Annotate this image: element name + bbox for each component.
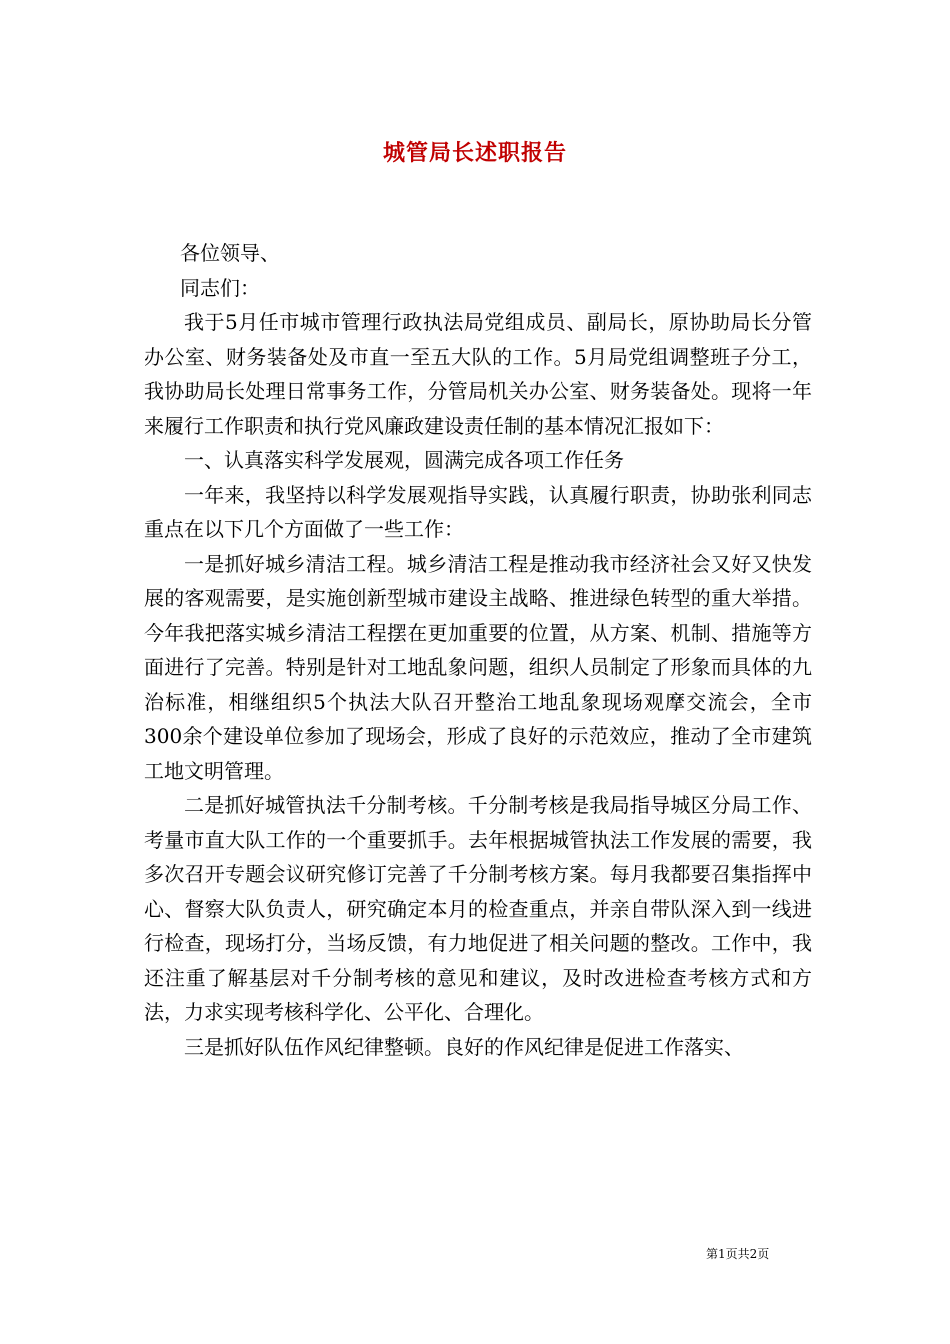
document-title: 城管局长述职报告 [382,140,567,166]
paragraph-discipline: 三是抓好队伍作风纪律整顿。良好的作风纪律是促进工作落实、 [184,1034,744,1059]
paragraph-intro: 我于5月任市城市管理行政执法局党组成员、副局长，原协助局长分管办公室、财务装备处及市直一至五大队的工作。5月局党组调整班子分工，我协助局长处理日常事务工作，分管局机关办公室、财务装备处。现将一年来履行工作职责和执行党风廉政建设责任制的基本情况汇报如下： [144,310,812,438]
page-indicator: 第1页共2页 [706,1247,770,1261]
paragraph-assessment: 二是抓好城管执法千分制考核。千分制考核是我局指导城区分局工作、考量市直大队工作的一个重要抓手。去年根据城管执法工作发展的需要，我多次召开专题会议研究修订完善了千分制考核方案。每月我都要召集指挥中心、督察大队负责人，研究确定本月的检查重点，并亲自带队深入到一线进行检查，现场打分，当场反馈，有力地促进了相关问题的整改。工作中，我还注重了解基层对千分制考核的意见和建议，及时改进检查考核方式和方法，力求实现考核科学化、公平化、合理化。 [144,793,812,1024]
paragraph-overview: 一年来，我坚持以科学发展观指导实践，认真履行职责，协助张利同志重点在以下几个方面做了一些工作： [144,482,812,541]
document-body [144,236,812,1064]
salutation-comrades: 同志们： [180,275,260,300]
section-heading-1: 一、认真落实科学发展观，圆满完成各项工作任务 [184,448,624,472]
salutation-leaders: 各位领导、 [180,241,280,265]
paragraph-cleaning-project: 一是抓好城乡清洁工程。城乡清洁工程是推动我市经济社会又好又快发展的客观需要，是实施创新型城市建设主战略、推进绿色转型的重大举措。今年我把落实城乡清洁工程摆在更加重要的位置，从方案、机制、措施等方面进行了完善。特别是针对工地乱象问题，组织人员制定了形象而具体的九治标准，相继组织5个执法大队召开整治工地乱象现场观摩交流会，全市300余个建设单位参加了现场会，形成了良好的示范效应，推动了全市建筑工地文明管理。 [144,551,812,783]
